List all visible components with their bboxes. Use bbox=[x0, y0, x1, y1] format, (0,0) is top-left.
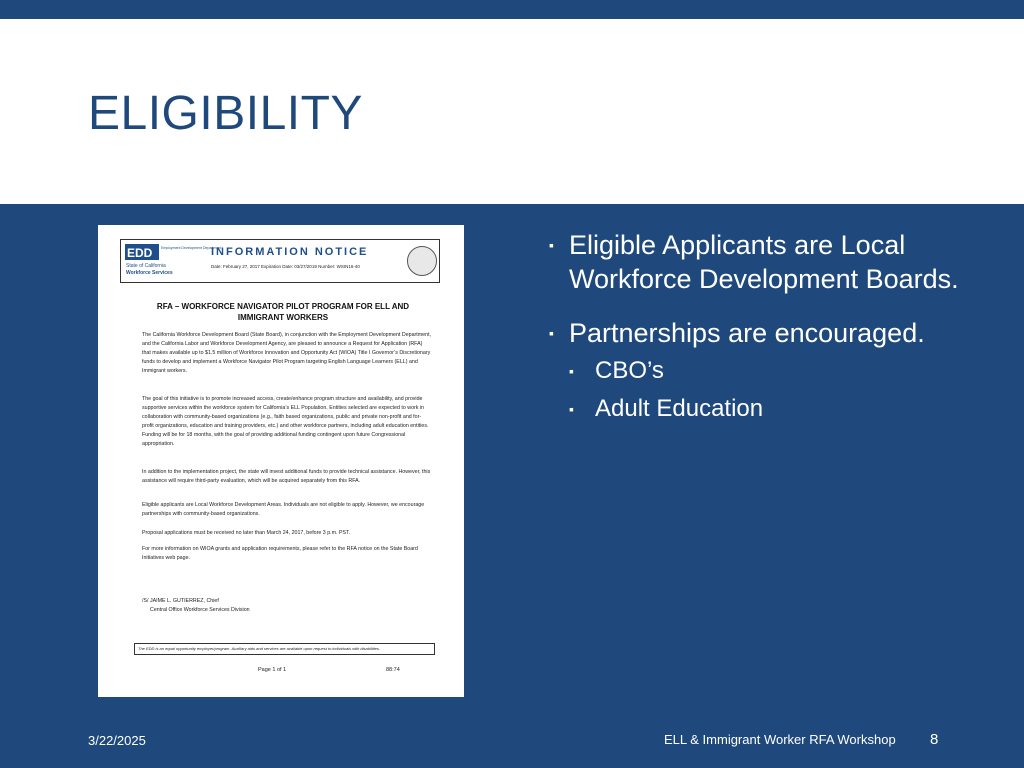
footer-date: 3/22/2025 bbox=[88, 733, 146, 748]
bullet-icon: ▪ bbox=[569, 363, 574, 379]
document-paragraph: The California Workforce Development Board (State Board), in conjunction with the Employment Development Department, and the California Labor and Workforce Development Agency, are pleased to announce a Request for Application (RFA) that makes available up to $1.5 million of Workforce Innovation and Opportunity Act (WIOA) Title I Governor’s Discretionary funds to develop and implement a Workforce Navigator Pilot Program targeting English Language Learners (ELL) and Immigrant workers. bbox=[142, 332, 432, 374]
document-heading: RFA – WORKFORCE NAVIGATOR PILOT PROGRAM FOR ELL AND IMMIGRANT WORKERS bbox=[156, 302, 410, 322]
document-paragraph: In addition to the implementation project, the state will invest additional funds to provide technical assistance. However, this assistance will require third-party evaluation, which will be acquired separately from this RFA. bbox=[142, 469, 431, 484]
edd-logo bbox=[125, 244, 222, 276]
bullet-icon: ▪ bbox=[569, 401, 574, 417]
sub-bullet-item bbox=[569, 394, 989, 424]
bullet-list bbox=[549, 228, 989, 424]
signature-line: /S/ JAIME L. GUTIERREZ, Chief bbox=[142, 598, 219, 604]
document-paragraph: Eligible applicants are Local Workforce Development Areas. Individuals are not eligible to apply. However, we encourage partnerships with community-based organizations. bbox=[142, 502, 425, 517]
bullet-text: Partnerships are encouraged. bbox=[569, 318, 925, 348]
sub-bullet-text: Adult Education bbox=[595, 395, 764, 422]
edd-logo-right-text: Employment Development Department bbox=[161, 246, 222, 250]
sub-bullet-text: CBO’s bbox=[595, 357, 664, 384]
slide-title: ELIGIBILITY bbox=[88, 87, 363, 140]
bullet-icon: ▪ bbox=[549, 237, 554, 253]
document-paragraph: The goal of this initiative is to promote increased access, create/enhance program structure and availability, and provide supportive services within the workforce system for California’s ELL Population. Entities selected are expected to work in collaboration with community-based organizations (e.g., faith based organizations, public and private non-profit and for-profit organizations, education and training providers, etc.) and other workforce partners, including adult education entities. Funding will be for 18 months, with the goal of providing additional funding contingent upon future Congressional appropriation. bbox=[142, 396, 429, 447]
signature-division: Central Office Workforce Services Division bbox=[150, 607, 250, 613]
state-seal-icon bbox=[407, 246, 437, 276]
top-accent-bar bbox=[0, 0, 1024, 19]
edd-logo-division-text: Workforce Services bbox=[126, 270, 173, 276]
footer-title: ELL & Immigrant Worker RFA Workshop bbox=[664, 732, 896, 747]
information-notice-meta: Date: February 27, 2017 Expiration Date: 03/27/2019 Number: WSIN16-40 bbox=[211, 264, 360, 269]
bullet-item bbox=[549, 316, 989, 350]
bullet-item bbox=[549, 228, 989, 296]
sub-bullet-item bbox=[569, 356, 989, 386]
document-paragraph: For more information on WIOA grants and application requirements, please refer to the RFA notice on the State Board Initiatives web page. bbox=[142, 546, 418, 561]
eeo-statement: The EDD is an equal opportunity employer/program. Auxiliary aids and services are available upon request to individuals with disabilities. bbox=[134, 643, 435, 655]
page-label: Page 1 of 1 bbox=[258, 667, 287, 673]
document-header bbox=[120, 239, 440, 283]
information-notice-document bbox=[98, 225, 464, 697]
edd-logo-top-text: EDD bbox=[127, 246, 153, 260]
information-notice-title: INFORMATION NOTICE bbox=[211, 246, 369, 258]
document-paragraph: Proposal applications must be received no later than March 24, 2017, before 3 p.m. PST. bbox=[142, 530, 351, 536]
bullet-icon: ▪ bbox=[549, 325, 554, 341]
edd-logo-state-text: State of California bbox=[126, 263, 166, 269]
bullet-text: Eligible Applicants are Local Workforce Development Boards. bbox=[569, 230, 959, 294]
slide-number: 8 bbox=[930, 731, 939, 748]
form-number: 88:74 bbox=[386, 667, 400, 673]
